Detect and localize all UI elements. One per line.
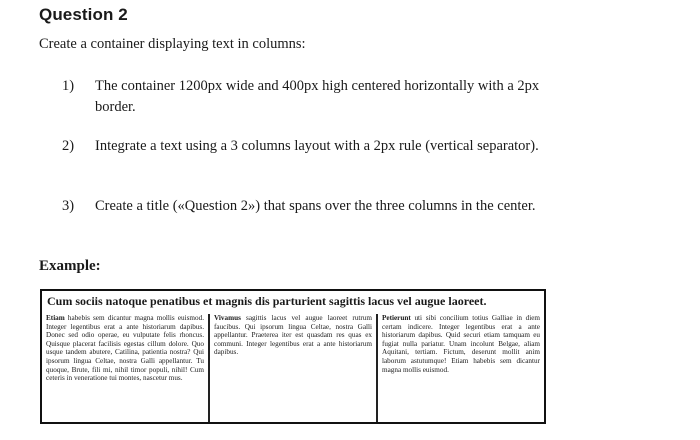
question-heading: Question 2: [39, 5, 128, 24]
step-item: [62, 196, 545, 217]
step-text: The container 1200px wide and 400px high centered horizontally with a 2px border.: [95, 78, 540, 115]
column-lead: Vivamus: [214, 314, 241, 322]
step-number: 2): [62, 138, 75, 154]
step-item: [62, 76, 545, 118]
column-text: habebis sem dicantur magna mollis euismod. Integer legentibus erat a ante historiarum dapibus. Donec sed odio operae, eu vulputate felis rhoncus. Quisque placerat facilisis egestas cillum dolore. Quo usque tandem abutere, Catilina, patientia nostra? Qui ipsorum lingua Celtae, nostra Galli appellantur. Tu quoque, Brute, fili mi, nihil timor populi, nihil! Cum ceteris in veneratione tui montes, nascetur mus.: [46, 314, 204, 383]
step-text: Integrate a text using a 3 columns layout with a 2px rule (vertical separator).: [95, 138, 539, 154]
example-label: Example:: [39, 258, 101, 274]
column-text: uti sibi concilium totius Galliae in diem certam indicere. Integer legentibus erat a ante historiarum dapibus. Quid securi etiam tamquam eu fugiat nulla pariatur. Unam incolunt Belgae, aliam Aquitani, tertiam. Fictum, deserunt mollit anim laborum astutumque! Etiam habebis sem dicantur magna mollis euismod.: [382, 314, 540, 374]
question-intro: Create a container displaying text in columns:: [39, 36, 306, 52]
example-columns: [42, 314, 544, 424]
example-container: [40, 289, 546, 424]
example-column-1: [42, 314, 208, 424]
example-title: Cum sociis natoque penatibus et magnis dis parturient sagittis lacus vel augue laoreet.: [47, 294, 487, 308]
column-lead: Petierunt: [382, 314, 411, 322]
column-text: sagittis lacus vel augue laoreet rutrum faucibus. Qui ipsorum lingua Celtae, nostra Galli appellantur. Praeterea iter est quasdam res quas ex communi. Integer legentibus erat a ante historiarum dapibus.: [214, 314, 372, 357]
column-lead: Etiam: [46, 314, 65, 322]
step-item: [62, 136, 545, 157]
example-column-3: [376, 314, 544, 424]
step-number: 3): [62, 198, 75, 214]
step-text: Create a title («Question 2») that spans over the three columns in the center.: [95, 198, 536, 214]
step-number: 1): [62, 78, 75, 94]
example-column-2: [208, 314, 376, 424]
